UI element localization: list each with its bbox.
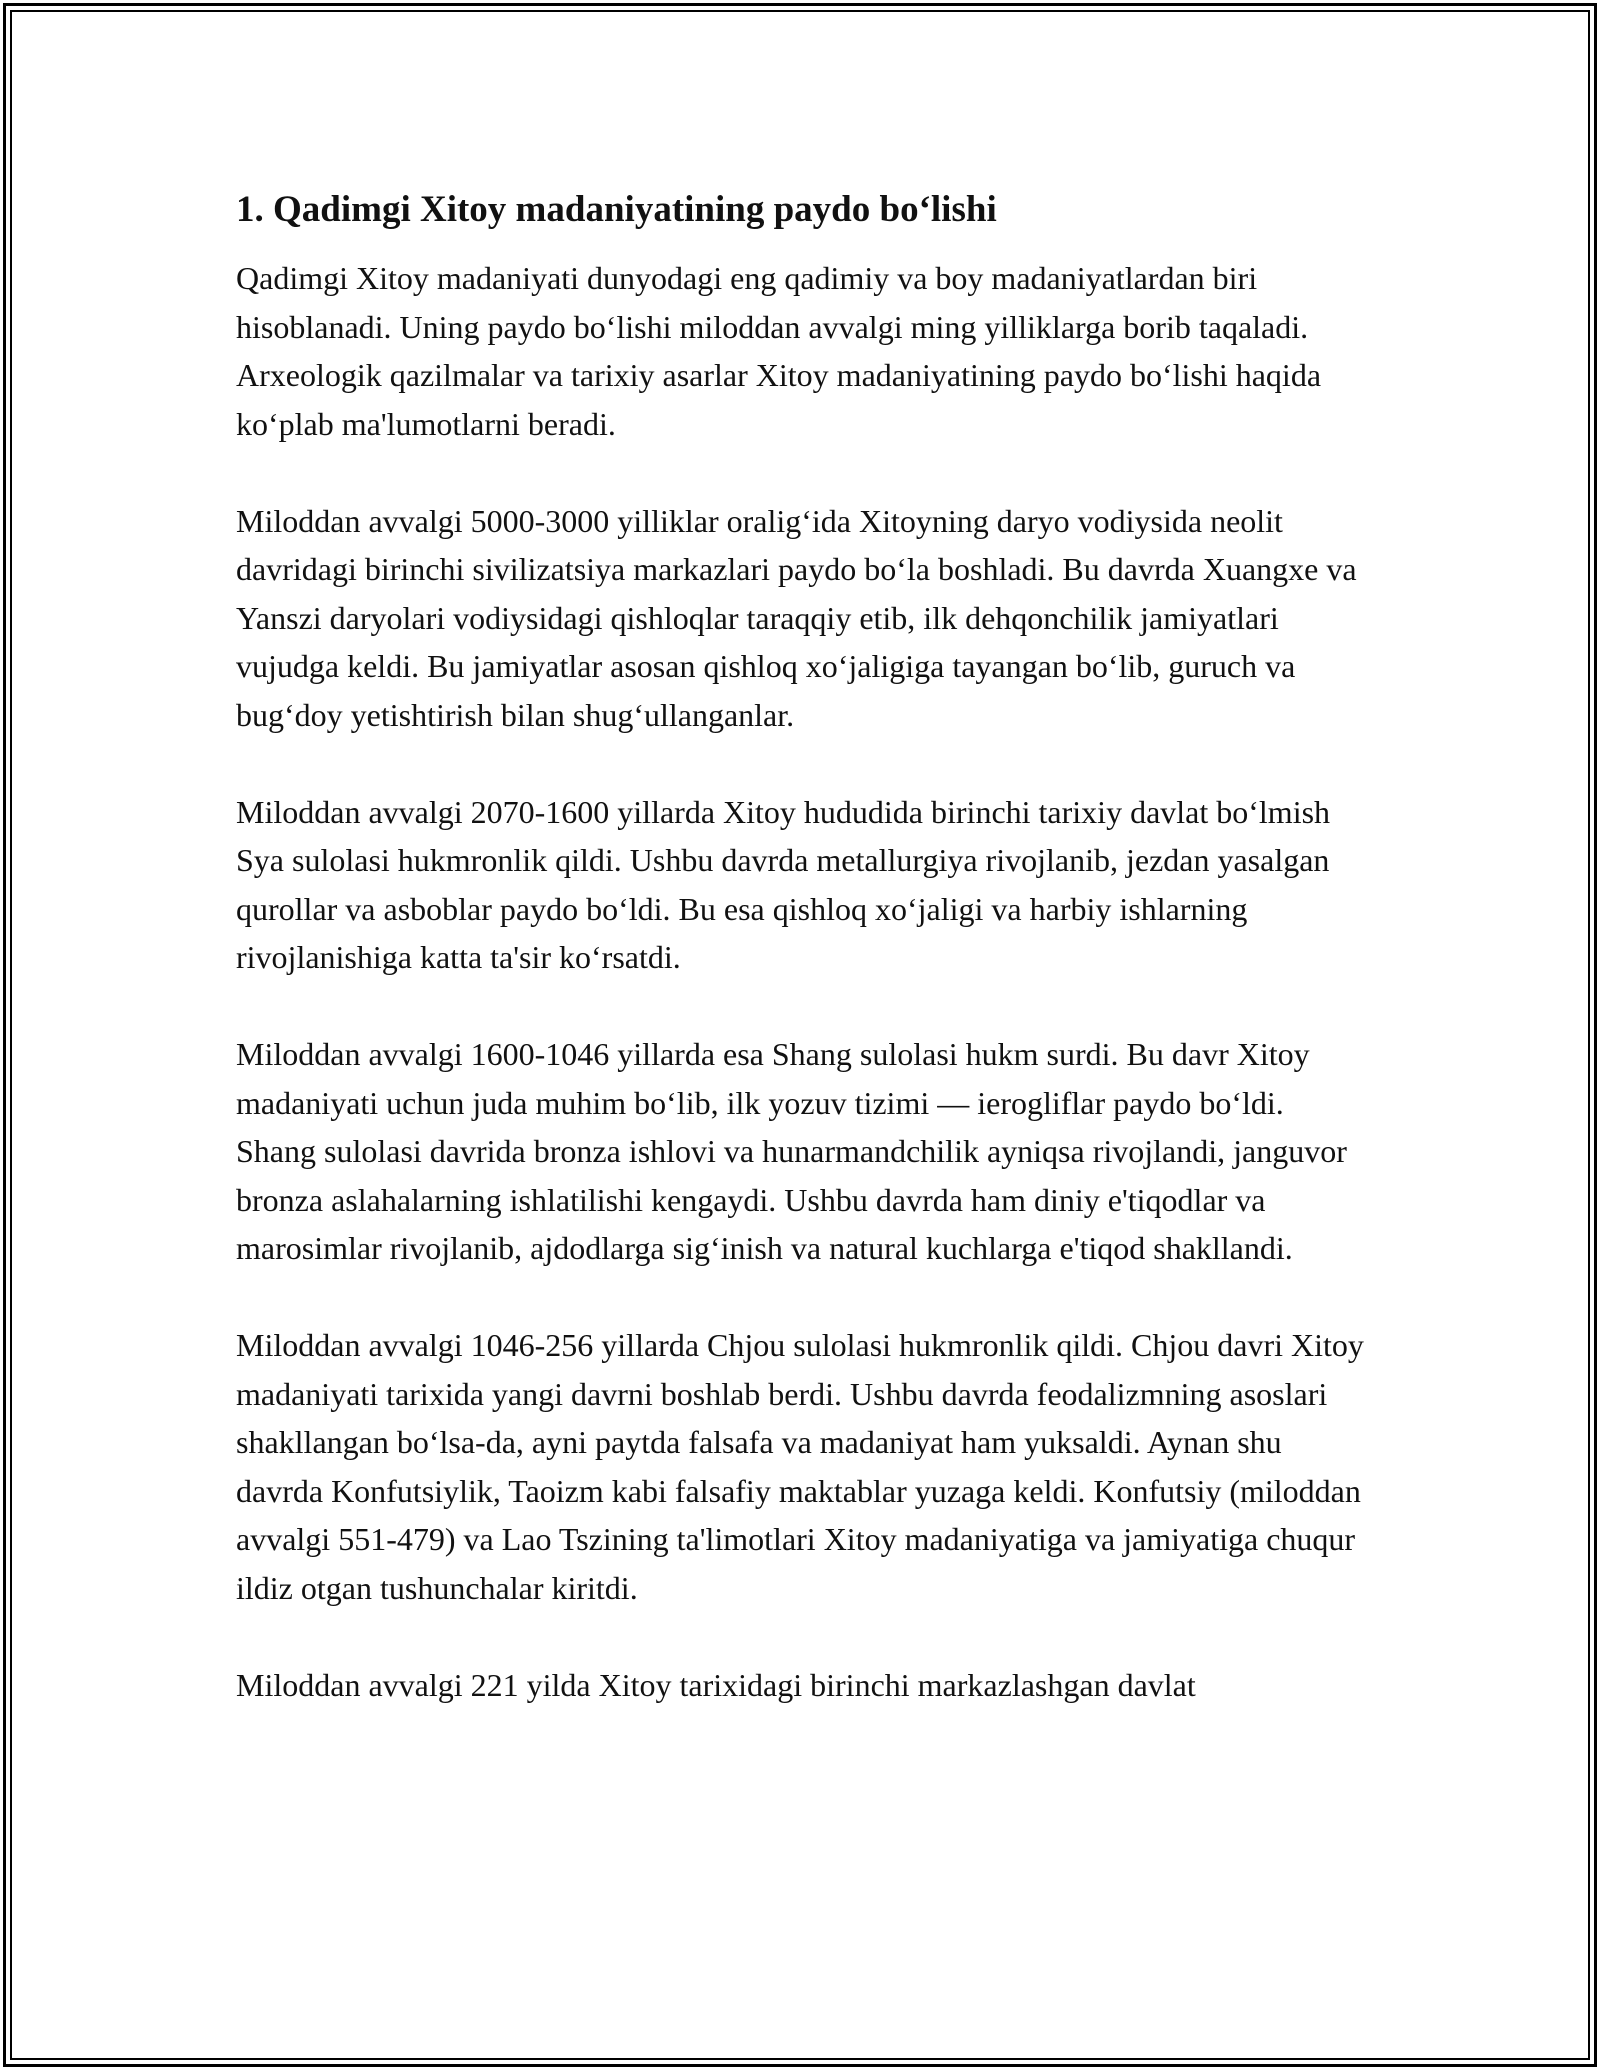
paragraph-4: Miloddan avvalgi 1600-1046 yillarda esa Shang sulolasi hukm surdi. Bu davr Xitoy madaniyati uchun juda muhim bo‘lib, ilk yozuv tizimi — ierogliflar paydo bo‘ldi. Shang sulolasi davrida bronza ishlovi va hunarmandchilik ayniqsa rivojlandi, janguvor bronza aslahalarning ishlatilishi kengaydi. Ushbu davrda ham diniy e'tiqodlar va marosimlar rivojlanib, ajdodlarga sig‘inish va natural kuchlarga e'tiqod shakllandi. [236,1036,1347,1266]
paragraph-3: Miloddan avvalgi 2070-1600 yillarda Xitoy hududida birinchi tarixiy davlat bo‘lmish Sya sulolasi hukmronlik qildi. Ushbu davrda metallurgiya rivojlanib, jezdan yasalgan qurollar va asboblar paydo bo‘ldi. Bu esa qishloq xo‘jaligi va harbiy ishlarning rivojlanishiga katta ta'sir ko‘rsatdi. [236,793,1331,975]
document-body [236,186,1366,1758]
paragraph-1: Qadimgi Xitoy madaniyati dunyodagi eng qadimiy va boy madaniyatlardan biri hisoblanadi. Uning paydo bo‘lishi miloddan avvalgi ming yilliklarga borib taqaladi. Arxeologik qazilmalar va tarixiy asarlar Xitoy madaniyatining paydo bo‘lishi haqida ko‘plab ma'lumotlarni beradi. [236,260,1322,442]
section-heading: 1. Qadimgi Xitoy madaniyatining paydo bo‘lishi [236,189,997,230]
paragraph-5: Miloddan avvalgi 1046-256 yillarda Chjou sulolasi hukmronlik qildi. Chjou davri Xitoy madaniyati tarixida yangi davrni boshlab berdi. Ushbu davrda feodalizmning asoslari shakllangan bo‘lsa-da, ayni paytda falsafa va madaniyat ham yuksaldi. Aynan shu davrda Konfutsiylik, Taoizm kabi falsafiy maktablar yuzaga keldi. Konfutsiy (miloddan avvalgi 551-479) va Lao Tszining ta'limotlari Xitoy madaniyatiga va jamiyatiga chuqur ildiz otgan tushunchalar kiritdi. [236,1327,1364,1606]
paragraph-2: Miloddan avvalgi 5000-3000 yilliklar oralig‘ida Xitoyning daryo vodiysida neolit davridagi birinchi sivilizatsiya markazlari paydo bo‘la boshladi. Bu davrda Xuangxe va Yanszi daryolari vodiysidagi qishloqlar taraqqiy etib, ilk dehqonchilik jamiyatlari vujudga keldi. Bu jamiyatlar asosan qishloq xo‘jaligiga tayangan bo‘lib, guruch va bug‘doy yetishtirish bilan shug‘ullanganlar. [236,502,1357,733]
paragraph-6: Miloddan avvalgi 221 yilda Xitoy tarixidagi birinchi markazlashgan davlat [236,1666,1196,1703]
